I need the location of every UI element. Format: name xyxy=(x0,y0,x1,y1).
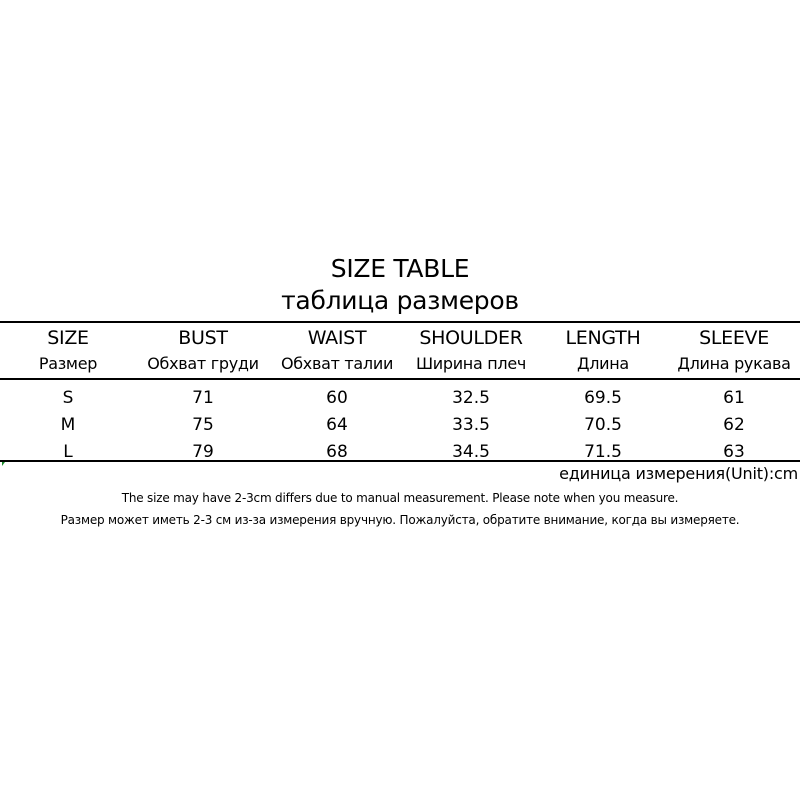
title-english: SIZE TABLE xyxy=(330,254,470,283)
table-row xyxy=(0,384,800,411)
header-sleeve-ru: Длина рукава xyxy=(677,354,791,373)
header-row-english xyxy=(0,323,800,352)
unit-note: единица измерения(Unit):cm xyxy=(559,464,798,483)
measurement-note-english: The size may have 2-3cm differs due to manual measurement. Please note when you measure. xyxy=(121,491,679,505)
header-waist-ru: Обхват талии xyxy=(280,354,394,373)
cell-waist: 60 xyxy=(326,387,348,408)
header-row-russian xyxy=(0,352,800,381)
header-length: LENGTH xyxy=(565,326,641,349)
title-russian: таблица размеров xyxy=(281,286,519,315)
cell-bust: 71 xyxy=(192,387,214,408)
table-row xyxy=(0,411,800,438)
header-length-ru: Длина xyxy=(577,354,629,373)
header-sleeve: SLEEVE xyxy=(699,326,769,349)
cell-size: L xyxy=(63,441,73,462)
cell-waist: 64 xyxy=(326,414,348,435)
size-table xyxy=(0,323,800,465)
header-shoulder-ru: Ширина плеч xyxy=(415,354,527,373)
table-row xyxy=(0,438,800,465)
cell-size: M xyxy=(60,414,76,435)
header-bust-ru: Обхват груди xyxy=(147,354,259,373)
header-size: SIZE xyxy=(47,326,89,349)
cell-sleeve: 61 xyxy=(723,387,745,408)
cell-sleeve: 63 xyxy=(723,441,745,462)
header-shoulder: SHOULDER xyxy=(419,326,523,349)
cell-length: 69.5 xyxy=(584,387,622,408)
header-size-ru: Размер xyxy=(38,354,98,373)
header-waist: WAIST xyxy=(307,326,367,349)
cell-sleeve: 62 xyxy=(723,414,745,435)
cell-waist: 68 xyxy=(326,441,348,462)
measurement-note-russian: Размер может иметь 2-3 см из-за измерения вручную. Пожалуйста, обратите внимание, когда вы измеряете. xyxy=(60,513,740,527)
cell-shoulder: 33.5 xyxy=(452,414,490,435)
cell-length: 71.5 xyxy=(584,441,622,462)
cell-bust: 75 xyxy=(192,414,214,435)
cell-shoulder: 34.5 xyxy=(452,441,490,462)
cell-shoulder: 32.5 xyxy=(452,387,490,408)
cell-bust: 79 xyxy=(192,441,214,462)
cell-size: S xyxy=(62,387,74,408)
corner-mark xyxy=(2,462,5,466)
title-block xyxy=(0,253,800,317)
cell-length: 70.5 xyxy=(584,414,622,435)
header-bust: BUST xyxy=(178,326,228,349)
